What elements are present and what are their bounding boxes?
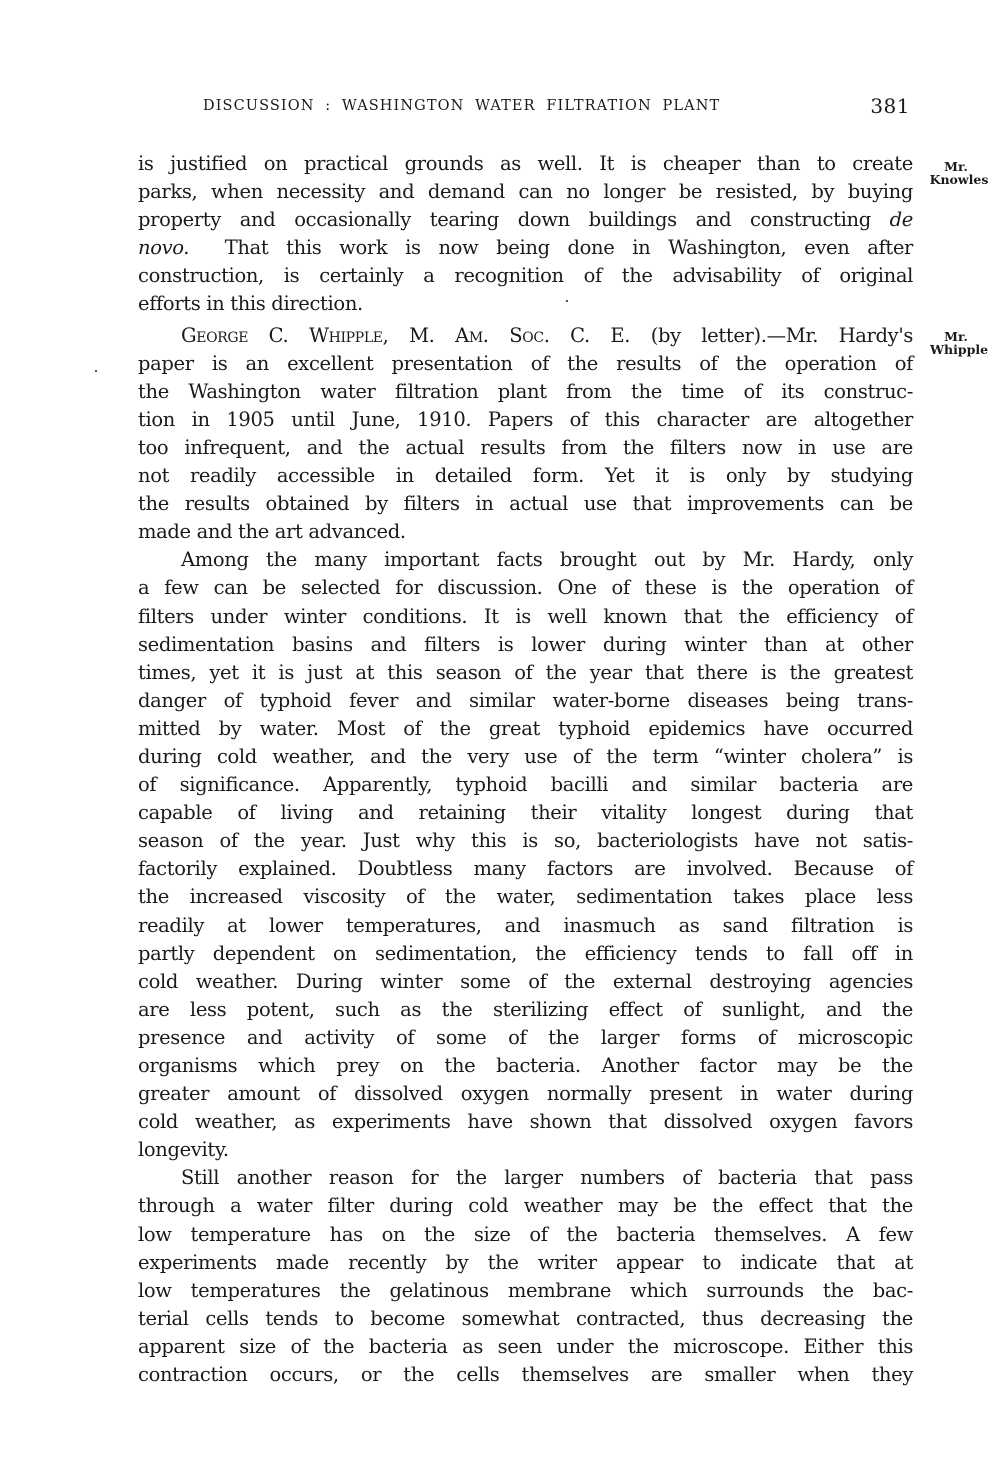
text-line: factorily explained. Doubtless many factors are involved. Because of (138, 857, 913, 881)
italic-phrase: novo. (138, 236, 190, 260)
text-span: (by letter).—Mr. Hardy's (650, 323, 913, 347)
text-line: partly dependent on sedimentation, the efficiency tends to fall off in (138, 941, 913, 965)
text-line: apparent size of the bacteria as seen under the microscope. Either this (138, 1334, 913, 1358)
text-line: Still another reason for the larger numbers of bacteria that pass (181, 1166, 913, 1190)
running-head (203, 94, 908, 124)
author-credentials: M. Am. Soc. C. E. (409, 323, 631, 347)
text-line: longevity. (138, 1138, 229, 1162)
text-line (138, 322, 913, 350)
text-line: a few can be selected for discussion. One of these is the operation of (138, 576, 913, 600)
text-line: the increased viscosity of the water, sedimentation takes place less (138, 885, 913, 909)
margin-note-whipple (916, 330, 996, 356)
text-line: construction, is certainly a recognition of the advisability of original (138, 264, 913, 288)
text-line: paper is an excellent presentation of the results of the operation of (138, 351, 913, 375)
page-number: 381 (870, 94, 910, 118)
text-line: capable of living and retaining their vitality longest during that (138, 801, 913, 825)
running-title: DISCUSSION : WASHINGTON WATER FILTRATION PLANT (203, 98, 721, 114)
text-line: parks, when necessity and demand can no longer be resisted, by buying (138, 180, 913, 204)
text-line: of significance. Apparently, typhoid bacilli and similar bacteria are (138, 773, 913, 797)
text-line: the Washington water filtration plant from the time of its construc- (138, 379, 913, 403)
text-line: terial cells tends to become somewhat contracted, thus decreasing the (138, 1306, 913, 1330)
text-line: presence and activity of some of the larger forms of microscopic (138, 1025, 913, 1049)
text-line: cold weather, as experiments have shown that dissolved oxygen favors (138, 1110, 913, 1134)
text-span: property and occasionally tearing down buildings and constructing (138, 208, 871, 232)
text-line: season of the year. Just why this is so, bacteriologists have not satis- (138, 829, 913, 853)
text-line: organisms which prey on the bacteria. Another factor may be the (138, 1054, 913, 1077)
author-name: George C. Whipple, (181, 323, 389, 347)
text-line: contraction occurs, or the cells themselves are smaller when they (138, 1363, 913, 1387)
text-line: times, yet it is just at this season of the year that there is the greatest (138, 660, 913, 684)
paragraph-1 (138, 150, 913, 319)
text-line: danger of typhoid fever and similar water-borne diseases being trans- (138, 688, 913, 712)
text-line: are less potent, such as the sterilizing effect of sunlight, and the (138, 997, 913, 1021)
body-text (138, 150, 913, 1389)
text-line: during cold weather, and the very use of the term “winter cholera” is (138, 744, 913, 768)
text-line: tion in 1905 until June, 1910. Papers of this character are altogether (138, 407, 913, 431)
margin-note-name: Whipple (929, 342, 989, 357)
text-line (138, 234, 913, 262)
text-line: low temperatures the gelatinous membrane which surrounds the bac- (138, 1278, 913, 1302)
text-line: mitted by water. Most of the great typhoid epidemics have occurred (138, 716, 913, 740)
text-line: low temperature has on the size of the bacteria themselves. A few (138, 1222, 913, 1246)
text-line: greater amount of dissolved oxygen normally present in water during (138, 1082, 913, 1106)
text-line: filters under winter conditions. It is well known that the efficiency of (138, 604, 913, 628)
margin-note-name: Knowles (929, 172, 989, 187)
margin-note-knowles (916, 160, 996, 186)
stray-mark (95, 370, 97, 372)
margin-note-prefix: Mr. (944, 329, 968, 344)
text-line: made and the art advanced. (138, 520, 406, 544)
text-line: efforts in this direction. (138, 292, 363, 316)
text-line (138, 206, 913, 234)
text-line: readily at lower temperatures, and inasmuch as sand filtration is (138, 913, 913, 937)
text-line: too infrequent, and the actual results from the filters now in use are (138, 435, 913, 459)
text-line: sedimentation basins and filters is lower during winter than at other (138, 632, 913, 656)
text-line: experiments made recently by the writer appear to indicate that at (138, 1250, 913, 1274)
text-line: the results obtained by filters in actual use that improvements can be (138, 492, 913, 516)
text-line: is justified on practical grounds as well. It is cheaper than to create (138, 152, 913, 175)
text-line: cold weather. During winter some of the external destroying agencies (138, 969, 913, 993)
paragraph-2 (138, 322, 913, 547)
paragraph-3 (138, 546, 913, 1164)
italic-phrase: de (889, 208, 913, 232)
text-span: That this work is now being done in Washington, even after (224, 236, 914, 260)
paragraph-4 (138, 1164, 913, 1389)
margin-note-prefix: Mr. (944, 159, 968, 174)
text-line: Among the many important facts brought out by Mr. Hardy, only (181, 548, 913, 572)
text-line: through a water filter during cold weather may be the effect that the (138, 1194, 913, 1218)
text-line: not readily accessible in detailed form. Yet it is only by studying (138, 464, 913, 488)
